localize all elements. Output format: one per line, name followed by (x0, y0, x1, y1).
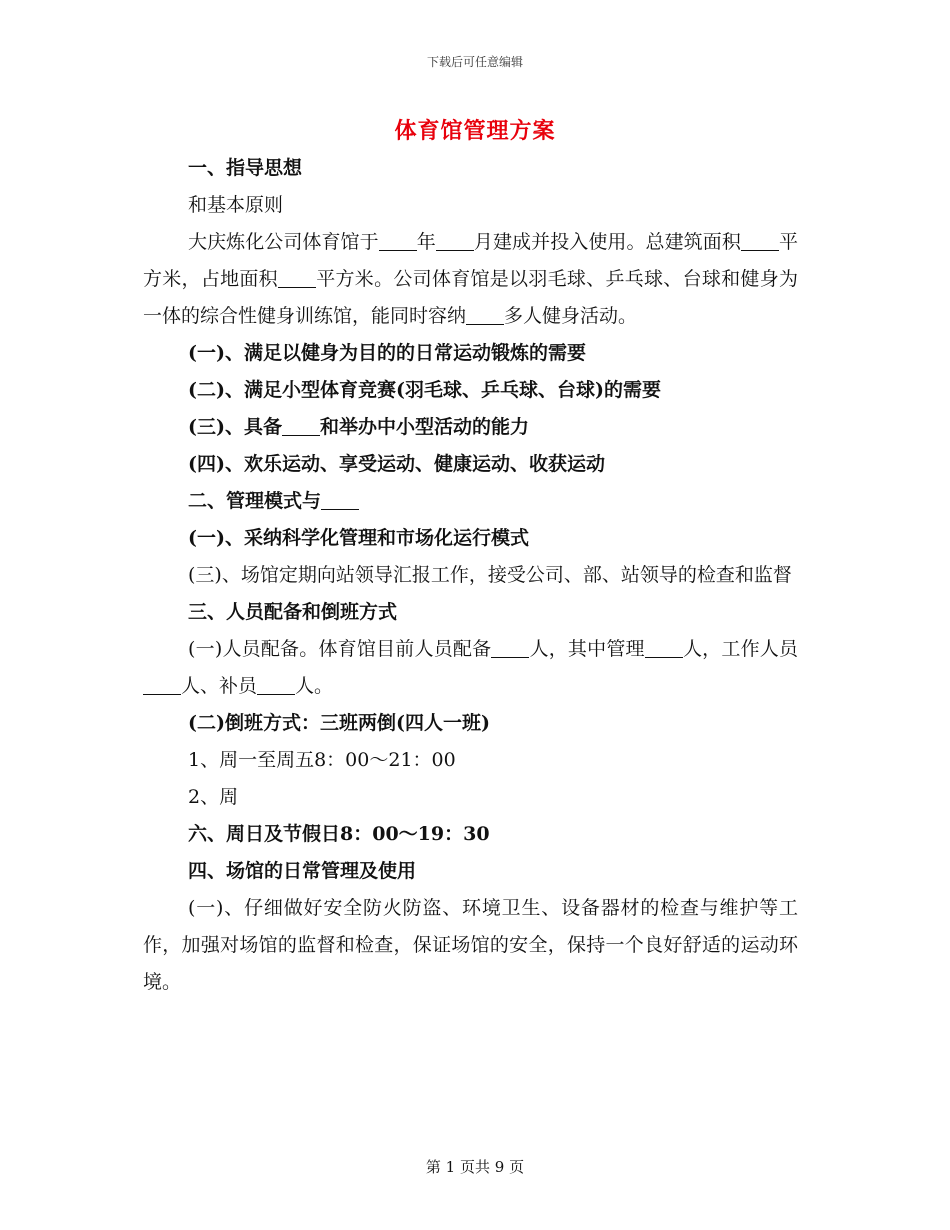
text-run: (一)人员配备。体育馆目前人员配备 (188, 638, 492, 660)
fill-blank (278, 268, 316, 288)
fill-blank (491, 638, 529, 658)
text-run: 平方米，占地面积 (143, 231, 798, 290)
fill-blank (741, 231, 779, 251)
fill-blank (143, 675, 181, 695)
list-item: (三)、场馆定期向站领导汇报工作，接受公司、部、站领导的检查和监督 (188, 564, 792, 586)
shift-heading: (二)倒班方式：三班两倒(四人一班) (188, 712, 490, 734)
section-heading: 一、指导思想 (188, 157, 303, 179)
text-run: 年 (416, 231, 436, 253)
section-heading: 四、场馆的日常管理及使用 (188, 860, 417, 882)
text-run: 月建成并投入使用。总建筑面积 (473, 231, 741, 253)
header-note: 下载后可任意编辑 (426, 55, 523, 69)
list-item: (一)、仔细做好安全防火防盗、环境卫生、设备器材的检查与维护等工作，加强对场馆的监督和检查，保证场馆的安全，保持一个良好舒适的运动环境。 (143, 897, 798, 993)
fill-blank (257, 675, 295, 695)
fill-blank (466, 305, 504, 325)
shift-line: 2、周 (188, 786, 239, 808)
page-footer: 第 1 页共 9 页 (425, 1158, 525, 1176)
text-run: 二、管理模式与 (188, 490, 322, 512)
heading-continuation: 和基本原则 (188, 194, 284, 216)
text-run: 人，工作人员 (682, 638, 798, 660)
text-run: 和举办中小型活动的能力 (319, 416, 529, 438)
goal-item: (一)、满足以健身为目的的日常运动锻炼的需要 (188, 342, 586, 364)
section-1 (143, 150, 798, 1001)
text-run: 人、补员 (181, 675, 258, 697)
intro-paragraph (143, 224, 798, 335)
fill-blank (645, 638, 683, 658)
goal-item: (二)、满足小型体育竞赛(羽毛球、乒乓球、台球)的需要 (188, 379, 661, 401)
fill-blank (321, 490, 359, 510)
list-item: (一)、采纳科学化管理和市场化运行模式 (188, 527, 529, 549)
staff-paragraph (143, 631, 798, 705)
goal-item (143, 409, 798, 446)
text-run: (三)、具备 (188, 416, 282, 438)
text-run: 多人健身活动。 (504, 305, 638, 327)
section-heading: 三、人员配备和倒班方式 (188, 601, 398, 623)
fill-blank (282, 416, 320, 436)
text-run: 人，其中管理 (529, 638, 645, 660)
text-run: 大庆炼化公司体育馆于 (188, 231, 379, 253)
fill-blank (436, 231, 474, 251)
document-title: 体育馆管理方案 (394, 118, 556, 144)
text-run: 人。 (295, 675, 334, 697)
fill-blank (379, 231, 417, 251)
goal-item: (四)、欢乐运动、享受运动、健康运动、收获运动 (188, 453, 605, 475)
text-run: 平方米。公司体育馆是以羽毛球、乒乓球、台球和健身为一体的综合性健身训练馆，能同时容纳 (143, 268, 798, 327)
shift-line: 1、周一至周五8：00～21：00 (188, 749, 456, 771)
section-heading (143, 483, 798, 520)
shift-line: 六、周日及节假日8：00～19：30 (188, 823, 490, 845)
